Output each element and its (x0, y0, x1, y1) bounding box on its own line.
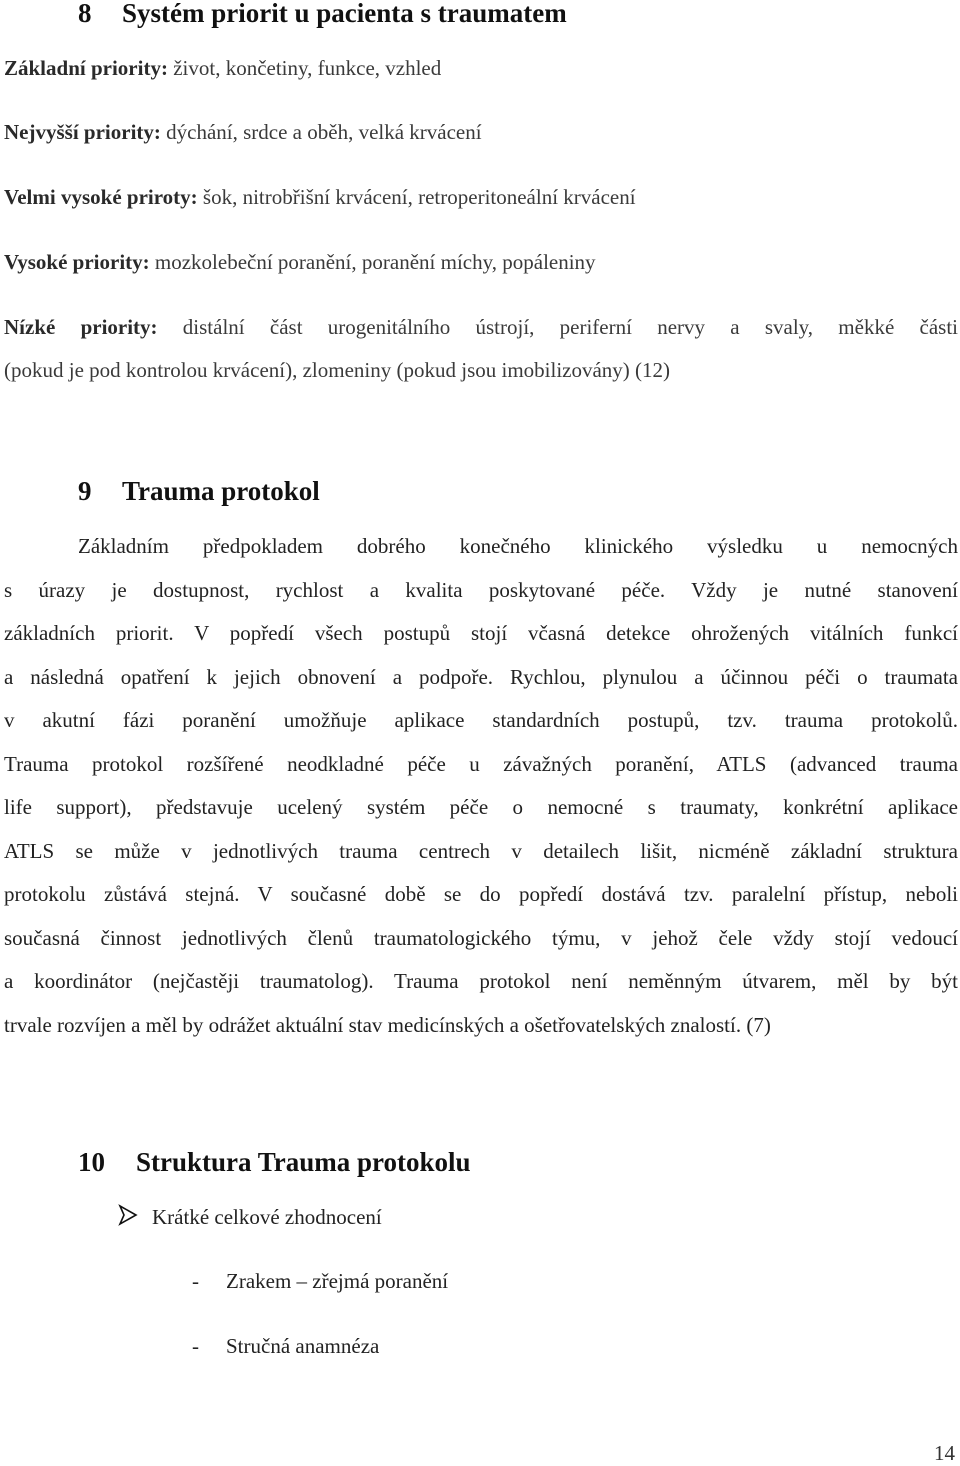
priority-value: distální část urogenitálního ústrojí, periferní nervy a svaly, měkké části (157, 315, 959, 339)
priority-line-highest (4, 120, 482, 145)
bullet-item-text: Krátké celkové zhodnocení (152, 1205, 382, 1229)
paragraph-line: life support), představuje ucelený systém péče o nemocné s traumaty, konkrétní aplikace (4, 795, 958, 819)
priority-line-low (4, 315, 958, 340)
paragraph-line: v akutní fázi poranění umožňuje aplikace standardních postupů, tzv. trauma protokolů. (4, 708, 958, 732)
paragraph-line: Základním předpokladem dobrého konečného klinického výsledku u nemocných (78, 534, 958, 558)
dash-marker: - (192, 1334, 199, 1358)
section-9-title: Trauma protokol (122, 476, 320, 506)
priority-value: mozkolebeční poranění, poranění míchy, popáleniny (149, 250, 596, 274)
priority-line-basic (4, 56, 441, 81)
section-9-heading (78, 476, 320, 507)
paragraph-line: protokolu zůstává stejná. V současné době se do popředí dostává tzv. paralelní přístup, neboli (4, 882, 958, 906)
paragraph-line: s úrazy je dostupnost, rychlost a kvalita poskytované péče. Vždy je nutné stanovení (4, 578, 958, 602)
section-10-title: Struktura Trauma protokolu (136, 1147, 471, 1177)
paragraph-line: Trauma protokol rozšířené neodkladné péče u závažných poranění, ATLS (advanced trauma (4, 752, 958, 776)
page-number: 14 (934, 1441, 955, 1465)
paragraph-line: současná činnost jednotlivých členů traumatologického týmu, v jehož čele vždy stojí vedoucí (4, 926, 958, 950)
section-9-number: 9 (78, 476, 92, 506)
paragraph-line: a následná opatření k jejich obnovení a podpoře. Rychlou, plynulou a účinnou péči o traumata (4, 665, 958, 689)
priority-line-high (4, 250, 596, 275)
sub-item-text: Stručná anamnéza (226, 1334, 380, 1358)
paragraph-line: ATLS se může v jednotlivých trauma centrech v detailech lišit, nicméně základní struktura (4, 839, 958, 863)
priority-label: Základní priority: (4, 56, 168, 80)
priority-label: Nejvyšší priority: (4, 120, 161, 144)
priority-continuation-text: (pokud je pod kontrolou krvácení), zlomeniny (pokud jsou imobilizovány) (12) (4, 358, 671, 382)
paragraph-line: základních priorit. V popředí všech postupů stojí včasná detekce ohrožených vitálních funkcí (4, 621, 958, 645)
priority-value: dýchání, srdce a oběh, velká krvácení (160, 120, 482, 144)
section-10-heading (78, 1147, 471, 1178)
arrow-bullet-icon (118, 1204, 138, 1226)
section-8-heading (78, 0, 567, 29)
priority-value: šok, nitrobřišní krvácení, retroperitoneální krvácení (197, 185, 636, 209)
priority-continuation (4, 358, 670, 383)
paragraph-line: trvale rozvíjen a měl by odrážet aktuální stav medicínských a ošetřovatelských znalostí. (7) (4, 1013, 771, 1037)
priority-label: Vysoké priority: (4, 250, 150, 274)
dash-marker: - (192, 1269, 199, 1293)
priority-label: Nízké priority: (4, 315, 158, 339)
priority-label: Velmi vysoké priroty: (4, 185, 198, 209)
section-10-number: 10 (78, 1147, 105, 1177)
priority-line-very-high (4, 185, 636, 210)
priority-value: život, končetiny, funkce, vzhled (167, 56, 442, 80)
paragraph-line: a koordinátor (nejčastěji traumatolog). Trauma protokol není neměnným útvarem, měl by být (4, 969, 958, 993)
section-8-title: Systém priorit u pacienta s traumatem (122, 0, 567, 28)
sub-item-text: Zrakem – zřejmá poranění (226, 1269, 449, 1293)
section-8-number: 8 (78, 0, 92, 28)
